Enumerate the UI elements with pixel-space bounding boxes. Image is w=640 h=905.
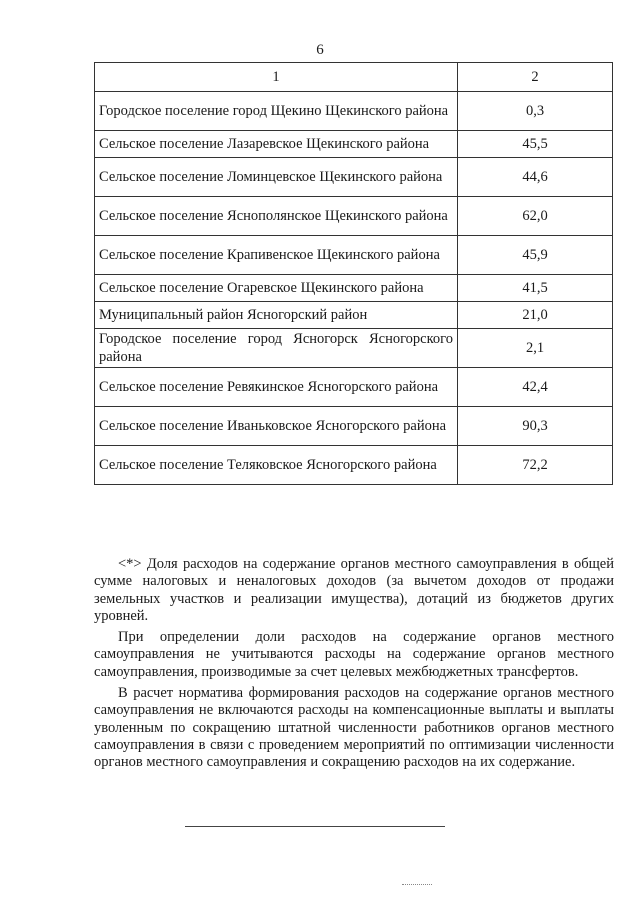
column-header-2: 2	[458, 63, 613, 92]
expense-share-value: 2,1	[458, 329, 613, 368]
table-row	[95, 446, 613, 485]
municipality-name: Сельское поселение Яснополянское Щекинского района	[95, 197, 458, 236]
expense-share-value: 45,9	[458, 236, 613, 275]
municipality-name: Сельское поселение Огаревское Щекинского района	[95, 275, 458, 302]
expense-share-value: 72,2	[458, 446, 613, 485]
table-row	[95, 131, 613, 158]
page-number: 6	[316, 42, 324, 58]
note-paragraph: В расчет норматива формирования расходов на содержание органов местного самоуправления не включаются расходы на компенсационные выплаты и выплаты уволенным по сокращению штатной численности работников органов местного самоуправления в связи с проведением мероприятий по оптимизации численности органов местного самоуправления и сокращению расходов на их содержание.	[94, 685, 614, 771]
expense-share-value: 45,5	[458, 131, 613, 158]
municipality-name: Муниципальный район Ясногорский район	[95, 302, 458, 329]
table-row	[95, 236, 613, 275]
expense-share-value: 0,3	[458, 92, 613, 131]
table-row	[95, 92, 613, 131]
footnote-paragraph: <*> Доля расходов на содержание органов местного самоуправления в общей сумме налоговых и неналоговых доходов (за вычетом доходов от продажи земельных участков и реализации имущества), дотаций из бюджетов других уровней.	[94, 556, 614, 624]
table-row	[95, 197, 613, 236]
expense-share-value: 21,0	[458, 302, 613, 329]
scan-artifact	[402, 884, 432, 889]
municipality-name: Городское поселение город Ясногорск Ясногорского района	[95, 329, 458, 368]
notes-section	[94, 556, 614, 776]
table-row	[95, 302, 613, 329]
municipality-name: Сельское поселение Ревякинское Ясногорского района	[95, 368, 458, 407]
expense-share-value: 41,5	[458, 275, 613, 302]
municipality-name: Сельское поселение Крапивенское Щекинского района	[95, 236, 458, 275]
expense-share-value: 44,6	[458, 158, 613, 197]
column-header-1: 1	[95, 63, 458, 92]
table-row	[95, 368, 613, 407]
municipality-name: Сельское поселение Иваньковское Ясногорского района	[95, 407, 458, 446]
closing-rule-line	[185, 826, 445, 827]
table-header-row	[95, 63, 613, 92]
table-row	[95, 407, 613, 446]
expense-share-value: 62,0	[458, 197, 613, 236]
note-paragraph: При определении доли расходов на содержание органов местного самоуправления не учитываются расходы на содержание органов местного самоуправления, производимые за счет целевых межбюджетных трансфертов.	[94, 629, 614, 680]
table-row	[95, 329, 613, 368]
expense-share-value: 42,4	[458, 368, 613, 407]
table-row	[95, 158, 613, 197]
expense-share-value: 90,3	[458, 407, 613, 446]
municipality-name: Сельское поселение Теляковское Ясногорского района	[95, 446, 458, 485]
municipality-name: Городское поселение город Щекино Щекинского района	[95, 92, 458, 131]
expense-share-table	[94, 62, 613, 485]
municipality-name: Сельское поселение Ломинцевское Щекинского района	[95, 158, 458, 197]
municipality-name: Сельское поселение Лазаревское Щекинского района	[95, 131, 458, 158]
table-row	[95, 275, 613, 302]
